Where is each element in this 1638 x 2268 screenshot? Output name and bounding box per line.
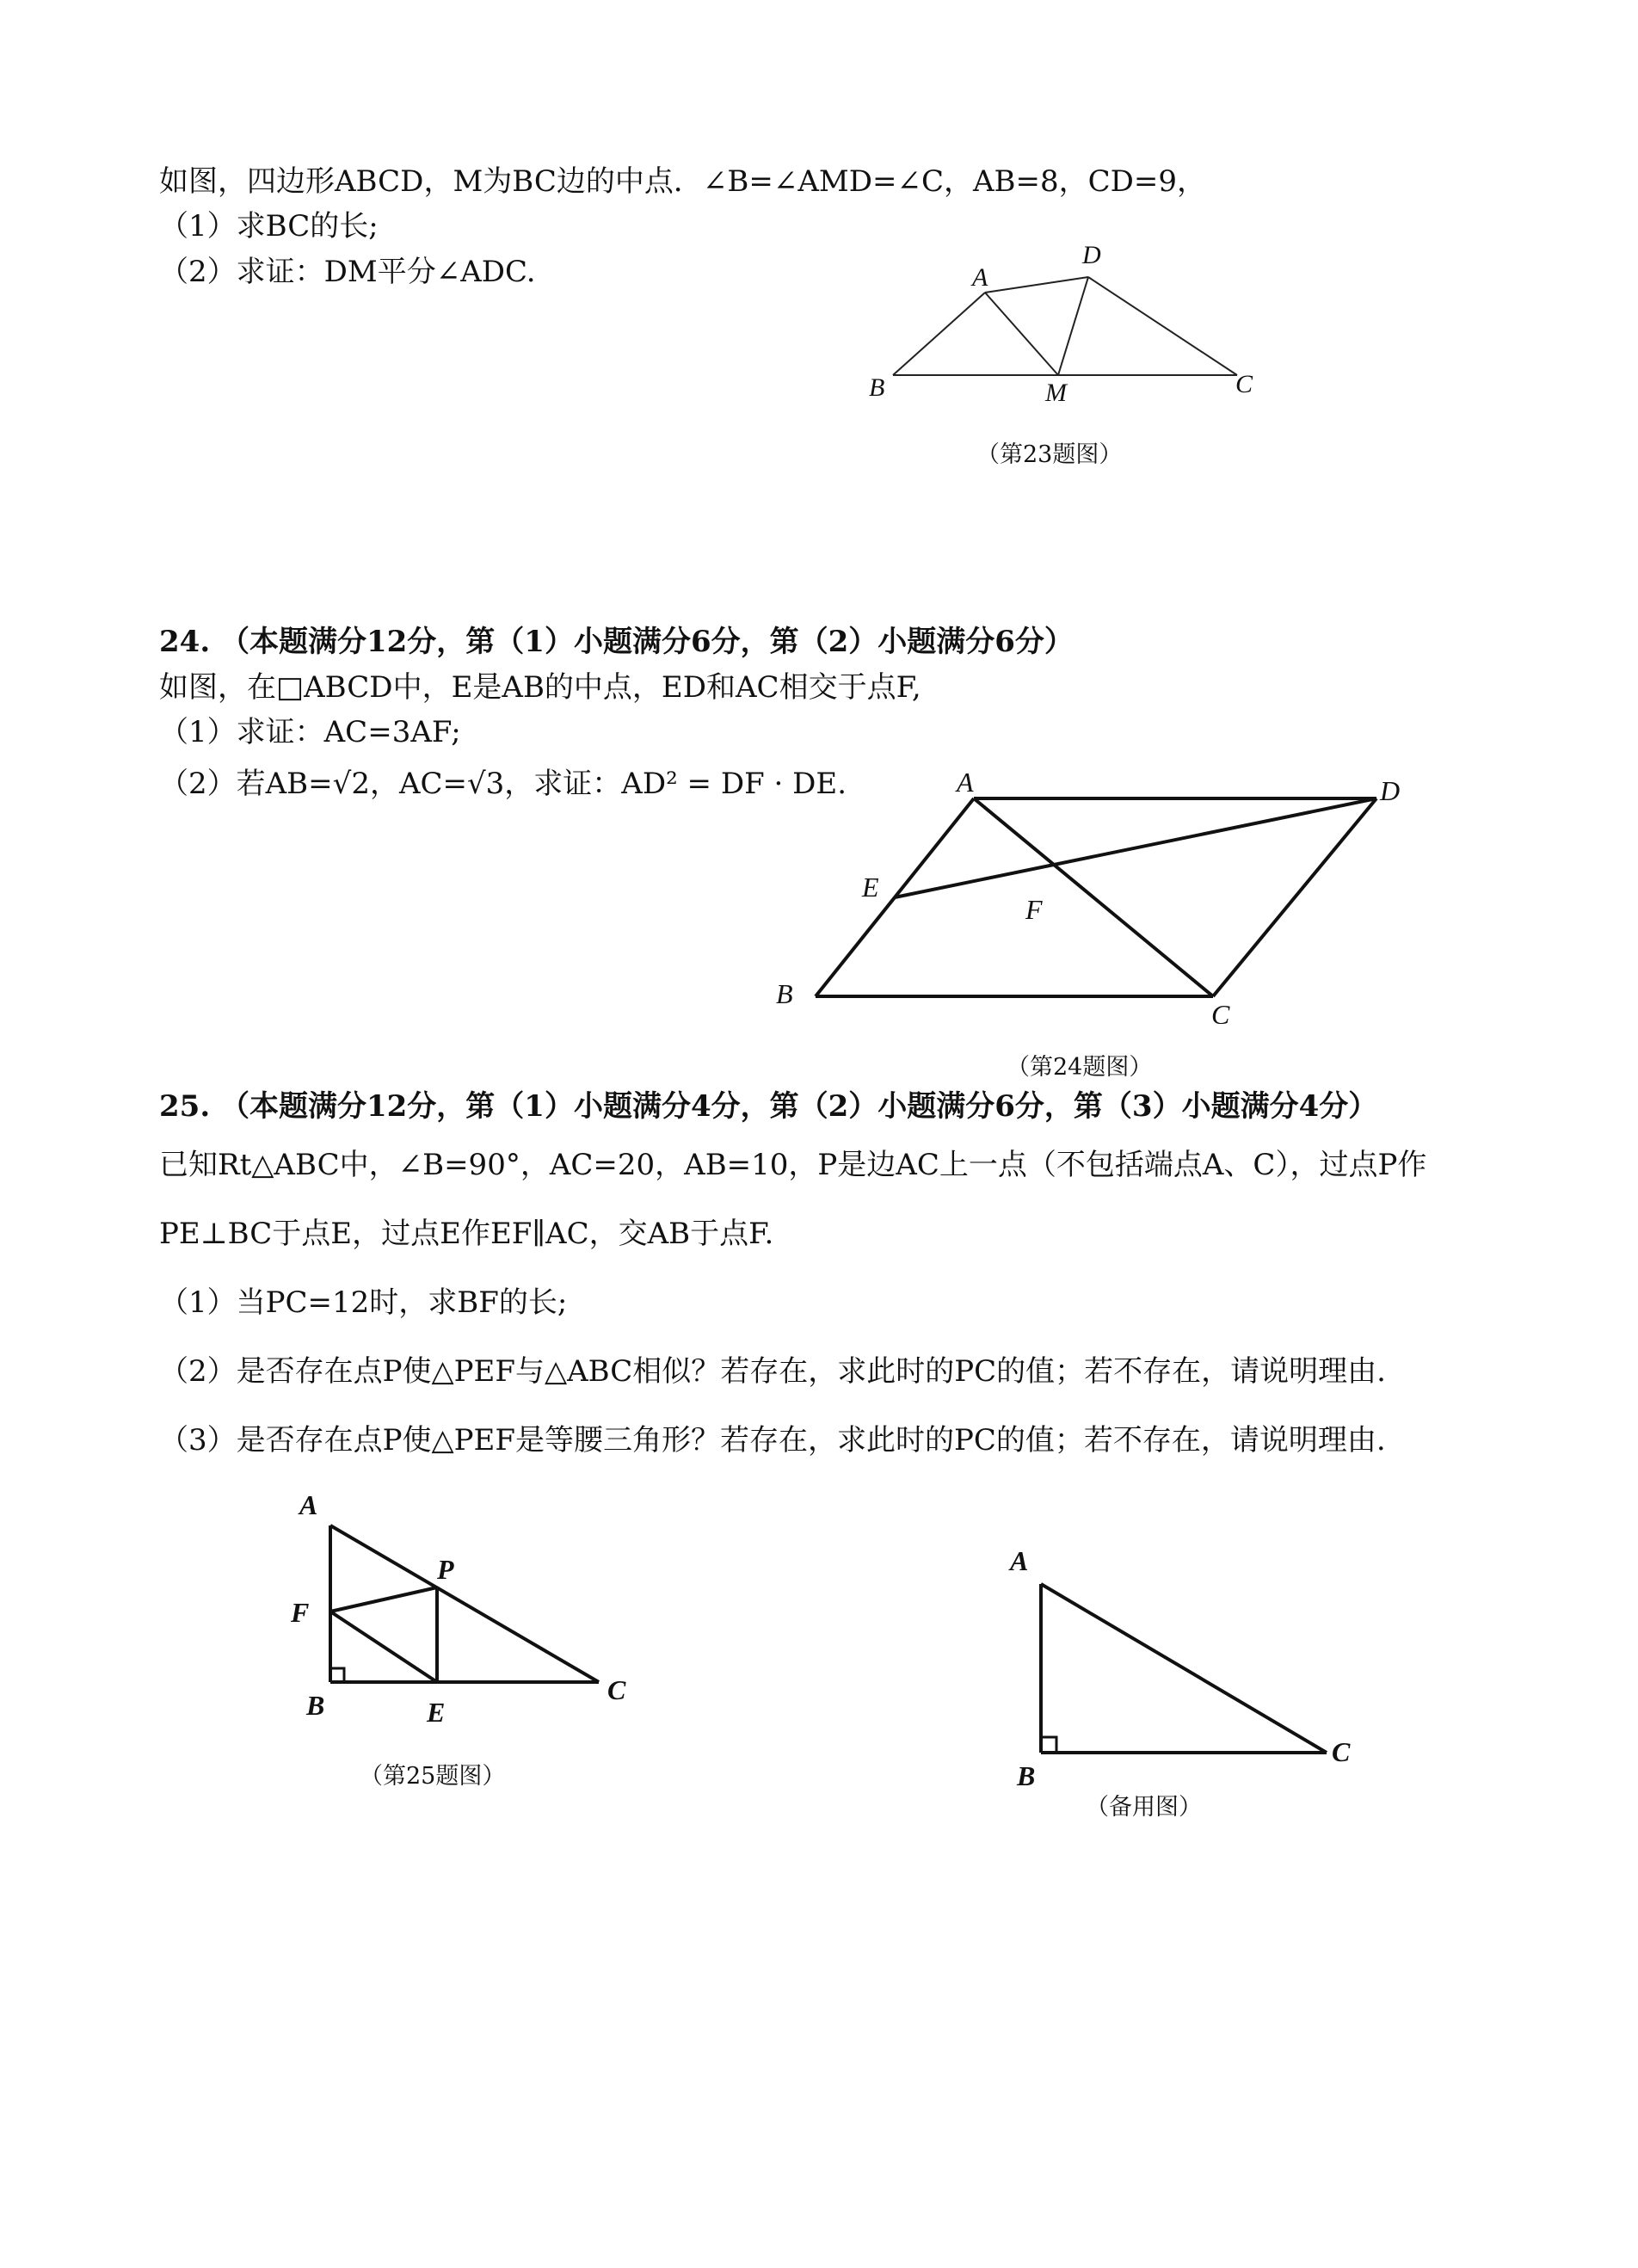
q25-part1: （1）当PC=12时，求BF的长; [159, 1285, 568, 1320]
q25-stem-line2: PE⊥BC于点E，过点E作EF∥AC，交AB于点F. [159, 1217, 774, 1251]
q25-backup-label-b: B [1017, 1760, 1036, 1785]
q24-label-c: C [1211, 999, 1230, 1024]
q24-label-d: D [1380, 775, 1401, 806]
q24-label-f: F [1025, 894, 1043, 925]
q25-label-e: E [427, 1697, 446, 1728]
q25-stem-line1: 已知Rt△ABC中，∠B=90°，AC=20，AB=10，P是边AC上一点（不包括端点A、C），过点P作 [159, 1148, 1427, 1182]
q25-heading: 25. （本题满分12分，第（1）小题满分4分，第（2）小题满分6分，第（3）小题满分4分） [159, 1089, 1378, 1124]
q23-label-m: M [1045, 379, 1067, 404]
q25-label-b: B [306, 1690, 325, 1721]
q25-label-a: A [299, 1489, 318, 1520]
q23-label-a: A [972, 263, 988, 292]
q25-figure [275, 1484, 637, 1742]
q25-label-f: F [291, 1597, 310, 1628]
q25-part2: （2）是否存在点P使△PEF与△ABC相似？若存在，求此时的PC的值；若不存在，请说明理由. [159, 1354, 1386, 1389]
q25-backup-label-c: C [1332, 1736, 1351, 1767]
q23-figure [852, 232, 1299, 404]
q24-stem: 如图，在□ABCD中，E是AB的中点，ED和AC相交于点F, [159, 670, 921, 705]
q23-label-c: C [1235, 370, 1253, 398]
q23-part2: （2）求证：DM平分∠ADC. [159, 255, 536, 289]
q25-backup-label-a: A [1010, 1545, 1029, 1576]
q23-caption: （第23题图） [976, 441, 1123, 468]
q23-label-b: B [869, 373, 885, 402]
q23-label-d: D [1082, 241, 1101, 269]
q23-stem: 如图，四边形ABCD，M为BC边的中点．∠B=∠AMD=∠C，AB=8，CD=9， [159, 164, 1207, 199]
q25-backup-figure [998, 1536, 1359, 1785]
q24-part1: （1）求证：AC=3AF; [159, 715, 461, 749]
q25-caption: （第25题图） [360, 1763, 506, 1790]
q23-part1: （1）求BC的长; [159, 209, 379, 243]
q25-part3: （3）是否存在点P使△PEF是等腰三角形？若存在，求此时的PC的值；若不存在，请说明理由. [159, 1423, 1386, 1458]
q24-part2: （2）若AB=√2，AC=√3，求证：AD² = DF · DE. [159, 767, 847, 801]
q24-caption: （第24题图） [1007, 1054, 1153, 1081]
q24-label-b: B [776, 978, 793, 1009]
q24-label-a: A [957, 767, 974, 798]
q24-figure [757, 766, 1411, 1024]
q24-label-e: E [862, 872, 879, 903]
q25-label-p: P [437, 1554, 454, 1585]
q25-backup-caption: （备用图） [1086, 1794, 1202, 1821]
q25-label-c: C [607, 1674, 626, 1705]
q24-heading: 24. （本题满分12分，第（1）小题满分6分，第（2）小题满分6分） [159, 625, 1074, 659]
